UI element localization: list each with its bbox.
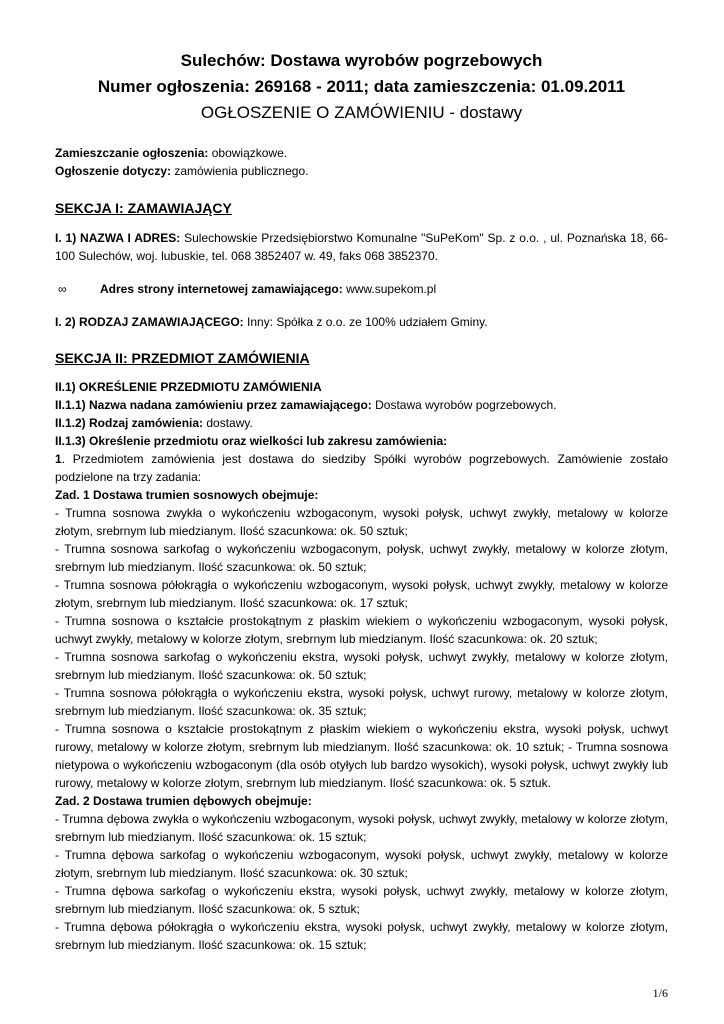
announcement-number: Numer ogłoszenia: 269168 - 2011; data zamieszczenia: 01.09.2011 [97, 77, 626, 96]
list-item: - Trumna sosnowa półokrągła o wykończeniu wzbogaconym, wysoki połysk, uchwyt zwykły, metalowy w kolorze złotym, srebrnym lub miedzianym. Ilość szacunkowa: ok. 17 sztuk; [55, 578, 668, 610]
website-value: www.supekom.pl [342, 282, 437, 296]
task-1-heading: Zad. 1 Dostawa trumien sosnowych obejmuje: [55, 488, 319, 502]
infinity-bullet-icon: ∞ [58, 282, 67, 296]
name-address-label: I. 1) NAZWA I ADRES: [55, 231, 181, 245]
buyer-type-value: Inny: Spółka z o.o. ze 100% udziałem Gminy. [243, 315, 488, 329]
website-label: Adres strony internetowej zamawiającego: [100, 282, 343, 296]
ii11-label: II.1.1) Nazwa nadana zamówieniu przez zamawiającego: [55, 398, 372, 412]
ii12-line [55, 414, 668, 432]
intro-number: 1 [55, 452, 62, 466]
concerns-line [55, 162, 668, 180]
announcement-type: OGŁOSZENIE O ZAMÓWIENIU - dostawy [200, 103, 523, 122]
list-item: - Trumna sosnowa sarkofag o wykończeniu wzbogaconym, połysk, uchwyt zwykły, metalowy w kolorze złotym, srebrnym lub miedzianym. Ilość szacunkowa: ok. 50 sztuk; [55, 542, 668, 574]
posting-label: Zamieszczanie ogłoszenia: [55, 146, 209, 160]
concerns-label: Ogłoszenie dotyczy: [55, 164, 172, 178]
ii11-value: Dostawa wyrobów pogrzebowych. [371, 398, 557, 412]
website-line [58, 280, 668, 298]
ii12-label: II.1.2) Rodzaj zamówienia: [55, 416, 204, 430]
page-number: 1/6 [652, 986, 668, 1000]
posting-line [55, 144, 668, 162]
meta-block [55, 144, 668, 180]
buyer-type-label: I. 2) RODZAJ ZAMAWIAJĄCEGO: [55, 315, 244, 329]
page-title: Sulechów: Dostawa wyrobów pogrzebowych [180, 51, 543, 70]
list-item: - Trumna dębowa sarkofag o wykończeniu ekstra, wysoki połysk, uchwyt zwykły, metalowy w kolorze złotym, srebrnym lub miedzianym. Ilość szacunkowa: ok. 5 sztuk; [55, 884, 668, 916]
task-2-heading: Zad. 2 Dostawa trumien dębowych obejmuje: [55, 794, 312, 808]
list-item: - Trumna sosnowa o kształcie prostokątnym z płaskim wiekiem o wykończeniu wzbogaconym, wysoki połysk, uchwyt zwykły, metalowy w kolorze złotym, srebrnym lub miedzianym. Ilość szacunkowa: ok. 20 sztuk; [55, 614, 668, 646]
posting-value: obowiązkowe. [208, 146, 288, 160]
intro-text: . Przedmiotem zamówienia jest dostawa do siedziby Spółki wyrobów pogrzebowych. Zamówienie zostało podzielone na trzy zadania: [55, 452, 668, 484]
title-block [55, 48, 668, 126]
concerns-value: zamówienia publicznego. [171, 164, 309, 178]
list-item: - Trumna dębowa półokrągła o wykończeniu ekstra, wysoki połysk, uchwyt zwykły, metalowy w kolorze złotym, srebrnym lub miedzianym. Ilość szacunkowa: ok. 15 sztuk; [55, 920, 668, 952]
list-item: - Trumna sosnowa o kształcie prostokątnym z płaskim wiekiem o wykończeniu ekstra, wysoki połysk, uchwyt rurowy, metalowy w kolorze złotym, srebrnym lub miedzianym. Ilość szacunkowa: ok. 10 sztuk; - Trumna sosnowa nietypowa o wykończeniu wzbogaconym (dla osób otyłych lub bardzo wysokich), wysoki połysk, uchwyt zwykły lub rurowy, metalowy w kolorze złotym, srebrnym lub miedzianym. Ilość szacunkowa: ok. 5 sztuk. [55, 722, 668, 790]
ii12-value: dostawy. [203, 416, 253, 430]
section-1-heading: SEKCJA I: ZAMAWIAJĄCY [55, 200, 232, 216]
subject-block [55, 378, 668, 954]
ii11-line [55, 396, 668, 414]
list-item: - Trumna sosnowa półokrągła o wykończeniu ekstra, wysoki połysk, uchwyt rurowy, metalowy w kolorze złotym, srebrnym lub miedzianym. Ilość szacunkowa: ok. 35 sztuk; [55, 686, 668, 718]
ii13-heading: II.1.3) Określenie przedmiotu oraz wielkości lub zakresu zamówienia: [55, 434, 448, 448]
list-item: - Trumna sosnowa sarkofag o wykończeniu ekstra, wysoki połysk, uchwyt zwykły, metalowy w kolorze złotym, srebrnym lub miedzianym. Ilość szacunkowa: ok. 50 sztuk; [55, 650, 668, 682]
name-address-value: Sulechowskie Przedsiębiorstwo Komunalne "SuPeKom" Sp. z o.o. , ul. Poznańska 18, 66-100 Sulechów, woj. lubuskie, tel. 068 3852407 w. 49, faks 068 3852370. [55, 231, 668, 263]
buyer-type [55, 313, 668, 331]
list-item: - Trumna dębowa sarkofag o wykończeniu wzbogaconym, wysoki połysk, uchwyt zwykły, metalowy w kolorze złotym, srebrnym lub miedzianym. Ilość szacunkowa: ok. 30 sztuk; [55, 848, 668, 880]
ii1-heading: II.1) OKREŚLENIE PRZEDMIOTU ZAMÓWIENIA [55, 380, 322, 394]
name-address [55, 229, 668, 265]
list-item: - Trumna sosnowa zwykła o wykończeniu wzbogaconym, wysoki połysk, uchwyt zwykły, metalowy w kolorze złotym, srebrnym lub miedzianym. Ilość szacunkowa: ok. 50 sztuk; [55, 506, 668, 538]
document-page [55, 0, 668, 954]
list-item: - Trumna dębowa zwykła o wykończeniu wzbogaconym, wysoki połysk, uchwyt zwykły, metalowy w kolorze złotym, srebrnym lub miedzianym. Ilość szacunkowa: ok. 15 sztuk; [55, 812, 668, 844]
intro-paragraph [55, 450, 668, 486]
section-2-heading: SEKCJA II: PRZEDMIOT ZAMÓWIENIA [55, 350, 310, 366]
